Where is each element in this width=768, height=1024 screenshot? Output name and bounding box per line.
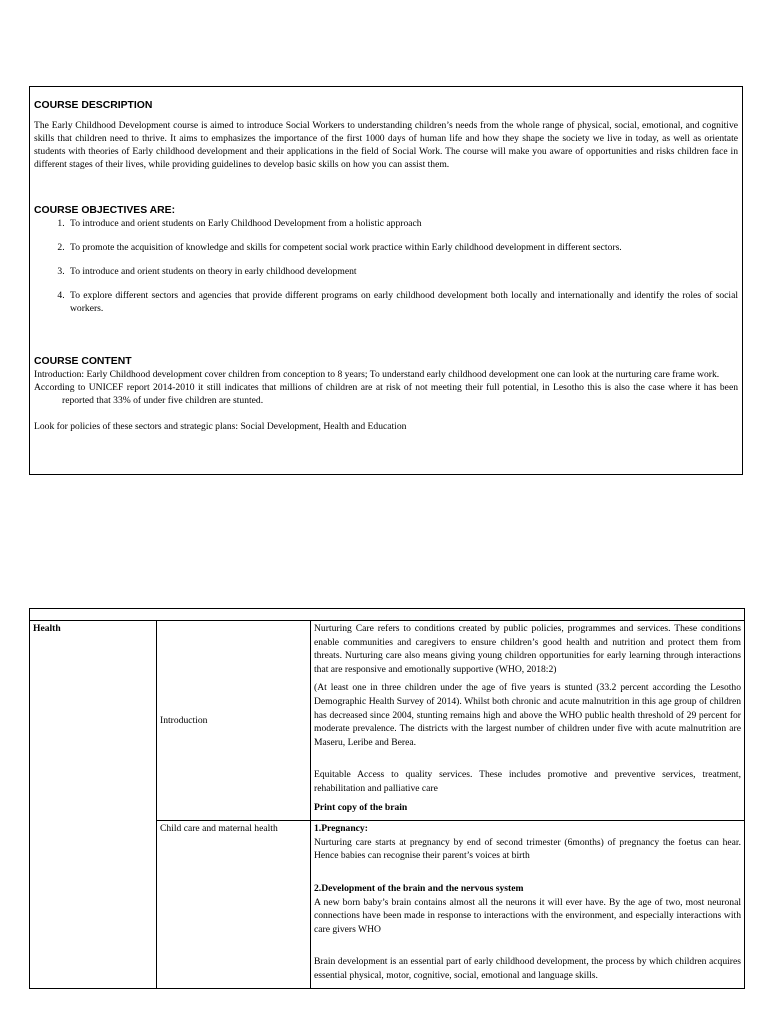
table-header-row	[30, 609, 745, 621]
content-cell-child-care	[311, 821, 745, 989]
content-unicef: According to UNICEF report 2014-2010 it still indicates that millions of children are at risk of not meeting their full potential, in Lesotho this is also the case where it has been reported that 33% of under five children are stunted.	[34, 382, 738, 406]
course-description-heading: COURSE DESCRIPTION	[34, 100, 153, 111]
objective-item: 3. To introduce and orient students on theory in early childhood development	[67, 265, 738, 278]
topic-cell-child-care: Child care and maternal health	[157, 821, 311, 989]
neurons-paragraph: A new born baby’s brain contains almost all the neurons it will ever have. By the age of two, most neuronal connections have been made in response to interactions with the environment, and especially interactions with care givers WHO	[314, 896, 741, 935]
objective-item: 2. To promote the acquisition of knowledge and skills for competent social work practice within Early childhood development in different sectors.	[67, 241, 738, 254]
stunting-paragraph: (At least one in three children under the age of five years is stunted (33.2 percent according the Lesotho Demographic Health Survey of 2014). Whilst both chronic and acute malnutrition in this age group of children has decreased since 2004, stunting remains high and above the WHO public health threshold of 29 percent for moderate prevalence. The districts with the largest number of children under five with acute malnutrition are Maseru, Leribe and Berea.	[314, 682, 741, 748]
content-intro: Introduction: Early Childhood development cover children from conception to 8 years; To understand early childhood development one can look at the nurturing care frame work.	[34, 369, 720, 380]
course-info-box	[29, 86, 743, 475]
pregnancy-heading: 1.Pregnancy:	[314, 823, 368, 835]
course-description-text: The Early Childhood Development course is aimed to introduce Social Workers to understanding children’s needs from the whole range of physical, social, emotional, and cognitive skills that children need to thrive. It aims to emphasizes the importance of the first 1000 days of human life and how they shape the society we live in today, as well as orientate students with theories of Early childhood development and their applications in the field of Social Work. The course will make you aware of opportunities and risks children face in different stages of their lives, while providing guidelines to develop basic skills on how you can assist them.	[34, 120, 738, 170]
objectives-list	[34, 217, 738, 315]
course-content-heading: COURSE CONTENT	[34, 356, 132, 367]
empty-header-cell	[30, 609, 745, 621]
equitable-access-paragraph: Equitable Access to quality services. These includes promotive and preventive services, treatment, rehabilitation and palliative care	[314, 769, 741, 794]
nurturing-care-paragraph: Nurturing Care refers to conditions created by public policies, programmes and services. These conditions enable communities and caregivers to ensure children’s good health and nutrition and protect them from threats. Nurturing care also means giving young children opportunities for early learning through interactions that are responsive and emotionally supportive (WHO, 2018:2)	[314, 623, 741, 675]
content-cell-introduction	[311, 621, 745, 821]
health-table	[29, 608, 745, 989]
sector-cell: Health	[30, 621, 157, 989]
course-objectives-heading: COURSE OBJECTIVES ARE:	[34, 205, 176, 216]
content-policies: Look for policies of these sectors and strategic plans: Social Development, Health and Education	[34, 421, 407, 432]
objective-item: 1. To introduce and orient students on Early Childhood Development from a holistic approach	[67, 217, 738, 230]
print-brain-note: Print copy of the brain	[314, 801, 408, 813]
brain-development-heading: 2.Development of the brain and the nervous system	[314, 882, 524, 894]
brain-development-paragraph: Brain development is an essential part of early childhood development, the process by which children acquires essential physical, motor, cognitive, social, emotional and language skills.	[314, 956, 741, 981]
table-row	[30, 621, 745, 821]
pregnancy-paragraph: Nurturing care starts at pregnancy by end of second trimester (6months) of pregnancy the foetus can hear. Hence babies can recognise their parent’s voices at birth	[314, 836, 741, 862]
topic-cell-introduction: Introduction	[157, 621, 311, 821]
objective-item: 4. To explore different sectors and agencies that provide different programs on early childhood development both locally and internationally and identify the roles of social workers.	[67, 289, 738, 315]
